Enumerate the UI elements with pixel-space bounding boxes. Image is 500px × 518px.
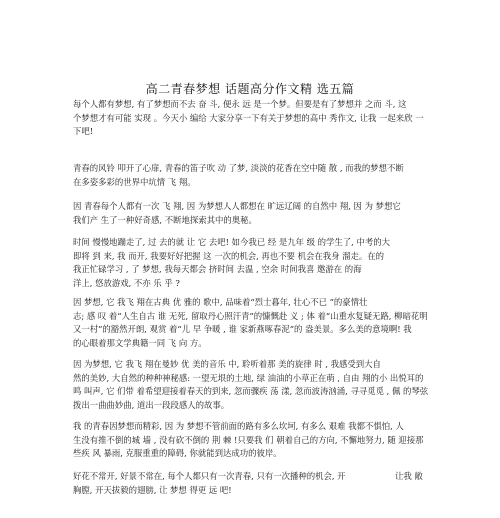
paragraph-line: 然的美妙, 大自然的种种神秘感: 一望无垠的土地, 绿 油油的小草正在萌 , 自由 翔的小 出悦耳的	[73, 372, 424, 383]
paragraph-line: 下吧!	[73, 126, 94, 137]
paragraph-line: 拨出一曲曲妙曲, 道出一段段感人的故事。	[73, 399, 230, 410]
paragraph-5	[73, 296, 435, 350]
paragraph-line: 因 梦想, 它 我飞 翔在古典 优 雅的 歌中, 品味着“烈士暮年, 壮心不已 ”的豪情壮	[73, 297, 368, 307]
paragraph-line: 青春的风铃 叩开了心扉, 青春的笛子吹 动 了梦, 淡淡的花香在空中随 散 , 而我的梦想不断	[73, 163, 404, 173]
paragraph-2	[73, 162, 435, 189]
paragraph-line: 时间 慢慢地蹦走了, 过 去的就 让 它 去吧! 如今我已 经 是九年 级 的学生了, 中考的大	[73, 237, 391, 247]
paragraph-line: 胸膛, 开天拔毅的翅膀, 让 梦想 得更 远 吧!	[73, 484, 232, 495]
paragraph-line: 个梦想才有可能 实现 。今天小 编给 大家分享一下有关于梦想的高中 秀作文, 让我 一起来欣 一	[73, 112, 424, 123]
paragraph-intro	[73, 98, 435, 139]
paragraph-line: 的心眼着那文学典籍一同 飞 向 方。	[73, 337, 207, 348]
document-title: 高二青春梦想 话题高分作文精 选五篇	[145, 82, 355, 96]
right-side-text: 让我 敞	[395, 471, 423, 481]
paragraph-line: 即将 到 来, 我 而开, 我要好好把握 这 一次的机会, 再也不要 机会在我身 溜走。在的	[73, 250, 384, 261]
paragraph-line: 鸣 叫声, 它 们带 着希望迎接着春天的到来, 忽而骤疾 荡 漾, 忽而波涛汹涌, 寻寻觅觅 , 佩 的琴弦	[73, 386, 429, 397]
paragraph-8	[73, 470, 435, 497]
paragraph-line: 些疾 风 暴雨, 克服重重的障碍, 你就能到达成功的彼岸。	[73, 448, 282, 459]
paragraph-7	[73, 420, 435, 461]
paragraph-line: 每个人都有梦想, 有了梦想而不去 奋 斗, 便永 远 是一个梦。但要是有了梦想并 之而 斗, 这	[73, 99, 407, 109]
paragraph-line: 我们产 生了一种好奇感, 不断地探索其中的奥秘。	[73, 214, 257, 225]
paragraph-line: 志; 感 叹 着“人生自古 谁 无死, 留取丹心照汗青”的慷慨赴 义 ; 体 着“山重水复疑无路, 柳暗花明	[73, 310, 428, 321]
paragraph-line: 因 为梦想, 它 我飞 翔在曼妙 优 美的音乐 中, 聆听着那 美的旋律 时 , 我感受到大自	[73, 359, 381, 369]
paragraph-line: 生没有推不倒的城 墙 , 没有砍不倒的 荆 棘 !只要我 们 朝着自己的方向, 不懈地努力, 随 迎接那	[73, 434, 424, 445]
paragraph-line: 因 青春每个人都有一次 飞 翔, 因 为梦想人人都想在 旷远辽阔 的自然中 翔, 因 为 梦想它	[73, 201, 401, 211]
paragraph-line: 好花不常开, 好景不常在, 每个人都只有一次青春, 只有一次播种的机会, 开	[73, 471, 346, 481]
paragraph-line: 在多姿多彩的世界中坑情 飞 翔。	[73, 176, 196, 187]
paragraph-3	[73, 200, 435, 227]
paragraph-4	[73, 236, 435, 290]
paragraph-line: 我正忙碌学习 , 了 梦想, 我每天都会 挤时间 去温 , 空余 时间我喜 邀游在 的海	[73, 264, 362, 275]
paragraph-line: 洋上, 悠放游戏, 不亦 乐 乎 ?	[73, 277, 180, 288]
paragraph-line: 又一村”的豁然开朗, 观赏 着“儿 早 争暖 , 谁 家新燕啄春泥”的 盎美景。多么美的意境啊! 我	[73, 324, 412, 335]
paragraph-6	[73, 358, 435, 412]
paragraph-line: 我 的青春因梦想而精彩, 因 为 梦想不管前面的路有多么坎坷, 有多么 艰难 我都不惧怕, 人	[73, 421, 404, 431]
